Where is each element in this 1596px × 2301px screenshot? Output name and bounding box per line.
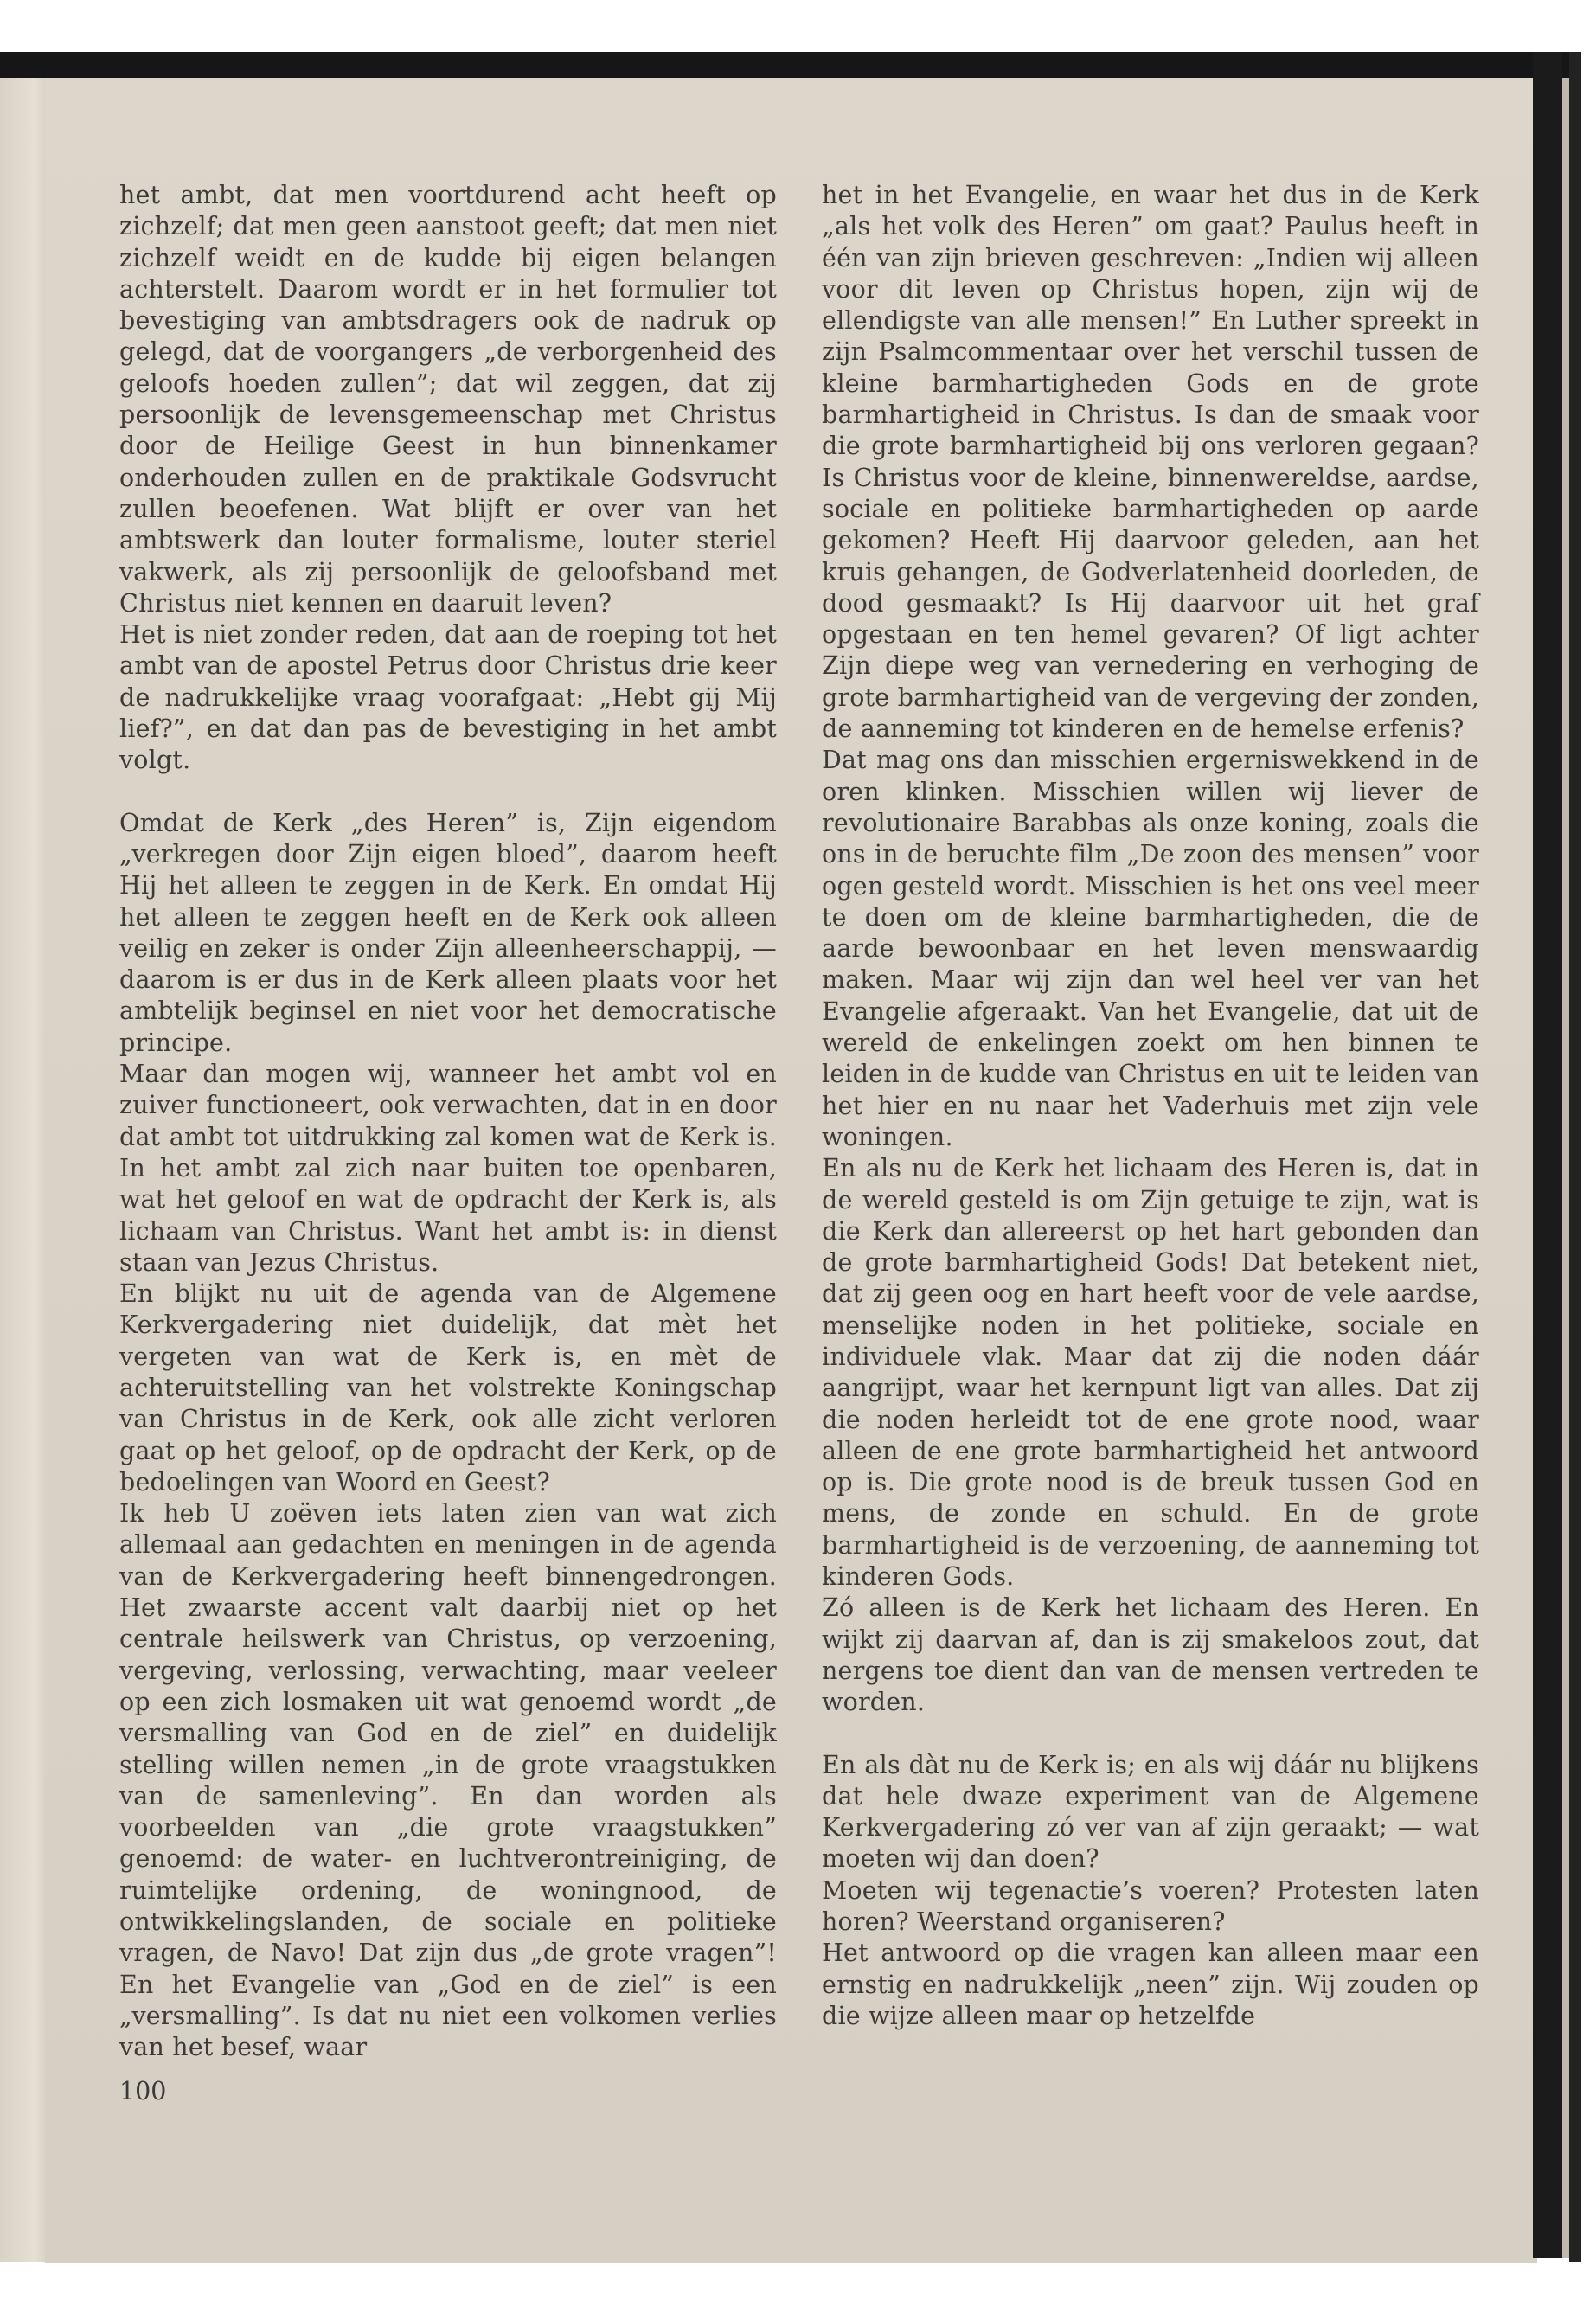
paragraph: Het antwoord op die vragen kan alleen maar een ernstig en nadrukkelijk „neen” zijn. Wij zouden op die wijze alleen maar op hetzelfde	[822, 1939, 1479, 2030]
paragraph: En als dàt nu de Kerk is; en als wij dáár nu blijkens dat hele dwaze experiment van de Algemene Kerkvergadering zó ver van af zijn geraakt; — wat moeten wij dan doen?	[822, 1750, 1479, 1874]
page-number: 100	[119, 2077, 167, 2106]
right-text-column	[822, 180, 1479, 2032]
paragraph: Het is niet zonder reden, dat aan de roeping tot het ambt van de apostel Petrus door Christus drie keer de nadrukkelijke vraag voorafgaat: „Hebt gij Mij lief?”, en dat dan pas de bevestiging in het ambt volgt.	[119, 620, 777, 775]
left-text-column	[119, 180, 777, 2064]
paragraph: Ik heb U zoëven iets laten zien van wat zich allemaal aan gedachten en meningen in de agenda van de Kerkvergadering heeft binnengedrongen. Het zwaarste accent valt daarbij niet op het centrale heilswerk van Christus, op verzoening, vergeving, verlossing, verwachting, maar veeleer op een zich losmaken uit wat genoemd wordt „de versmalling van God en de ziel” en duidelijk stelling willen nemen „in de grote vraagstukken van de samenleving”. En dan worden als voorbeelden van „die grote vraagstukken” genoemd: de water- en luchtverontreiniging, de ruimtelijke ordening, de woningnood, de ontwikkelingslanden, de sociale en politieke vragen, de Navo! Dat zijn dus „de grote vragen”! En het Evangelie van „God en de ziel” is een „versmalling”. Is dat nu niet een volkomen verlies van het besef, waar	[119, 1499, 777, 2062]
paragraph: Zó alleen is de Kerk het lichaam des Heren. En wijkt zij daarvan af, dan is zij smakeloos zout, dat nergens toe dient dan van de mensen vertreden te worden.	[822, 1593, 1479, 1717]
paragraph: Moeten wij tegenactie’s voeren? Protesten laten horen? Weerstand organiseren?	[822, 1875, 1479, 1937]
paragraph: Omdat de Kerk „des Heren” is, Zijn eigendom „verkregen door Zijn eigen bloed”, daarom heeft Hij het alleen te zeggen in de Kerk. En omdat Hij het alleen te zeggen heeft en de Kerk ook alleen veilig en zeker is onder Zijn alleenheerschappij, — daarom is er dus in de Kerk alleen plaats voor het ambtelijk beginsel en niet voor het democratische principe.	[119, 808, 777, 1057]
paragraph: En als nu de Kerk het lichaam des Heren is, dat in de wereld gesteld is om Zijn getuige te zijn, wat is die Kerk dan allereerst op het hart gebonden dan de grote barmhartigheid Gods! Dat betekent niet, dat zij geen oog en hart heeft voor de vele aardse, menselijke noden in het politieke, sociale en individuele vlak. Maar dat zij die noden dáár aangrijpt, waar het kernpunt ligt van alles. Dat zij die noden herleidt tot de ene grote nood, waar alleen de ene grote barmhartigheid het antwoord op is. Die grote nood is de breuk tussen God en mens, de zonde en schuld. En de grote barmhartigheid is de verzoening, de aanneming tot kinderen Gods.	[822, 1154, 1479, 1592]
scan-top-border	[0, 52, 1579, 78]
paragraph: En blijkt nu uit de agenda van de Algemene Kerkvergadering niet duidelijk, dat mèt het vergeten van wat de Kerk is, en mèt de achteruitstelling van het volstrekte Koningschap van Christus in de Kerk, ook alle zicht verloren gaat op het geloof, op de opdracht der Kerk, op de bedoelingen van Woord en Geest?	[119, 1279, 777, 1497]
paragraph: het ambt, dat men voortdurend acht heeft op zichzelf; dat men geen aanstoot geeft; dat men niet zichzelf weidt en de kudde bij eigen belangen achterstelt. Daarom wordt er in het formulier tot bevestiging van ambtsdragers ook de nadruk op gelegd, dat de voorgangers „de verborgenheid des geloofs hoeden zullen”; dat wil zeggen, dat zij persoonlijk de levensgemeenschap met Christus door de Heilige Geest in hun binnenkamer onderhouden zullen en de praktikale Godsvrucht zullen beoefenen. Wat blijft er over van het ambtswerk dan louter formalisme, louter steriel vakwerk, als zij persoonlijk de geloofsband met Christus niet kennen en daaruit leven?	[119, 181, 777, 618]
book-spine-highlight	[1562, 78, 1569, 2258]
scan-left-margin	[0, 52, 45, 2262]
book-spine-edge	[1569, 52, 1581, 2262]
paragraph: het in het Evangelie, en waar het dus in de Kerk „als het volk des Heren” om gaat? Paulus heeft in één van zijn brieven geschreven: „Indien wij alleen voor dit leven op Christus hopen, zijn wij de ellendigste van alle mensen!” En Luther spreekt in zijn Psalmcommentaar over het verschil tussen de kleine barmhartigheden Gods en de grote barmhartigheid in Christus. Is dan de smaak voor die grote barmhartigheid bij ons verloren gegaan? Is Christus voor de kleine, binnenwereldse, aardse, sociale en politieke barmhartigheden op aarde gekomen? Heeft Hij daarvoor geleden, aan het kruis gehangen, de Godverlatenheid doorleden, de dood gesmaakt? Is Hij daarvoor uit het graf opgestaan en ten hemel gevaren? Of ligt achter Zijn diepe weg van vernedering en verhoging de grote barmhartigheid van de vergeving der zonden, de aanneming tot kinderen en de hemelse erfenis?	[822, 181, 1479, 744]
paragraph: Maar dan mogen wij, wanneer het ambt vol en zuiver functioneert, ook verwachten, dat in en door dat ambt tot uitdrukking zal komen wat de Kerk is. In het ambt zal zich naar buiten toe openbaren, wat het geloof en wat de opdracht der Kerk is, als lichaam van Christus. Want het ambt is: in dienst staan van Jezus Christus.	[119, 1060, 777, 1277]
book-spine	[1533, 52, 1562, 2258]
paragraph: Dat mag ons dan misschien ergerniswekkend in de oren klinken. Misschien willen wij liever de revolutionaire Barabbas als onze koning, zoals die ons in de beruchte film „De zoon des mensen” voor ogen gesteld wordt. Misschien is het ons veel meer te doen om de kleine barmhartigheden, die de aarde bewoonbaar en het leven menswaardig maken. Maar wij zijn dan wel heel ver van het Evangelie afgeraakt. Van het Evangelie, dat uit de wereld de enkelingen zoekt om hen binnen te leiden in de kudde van Christus en uit te leiden van het hier en nu naar het Vaderhuis met zijn vele woningen.	[822, 746, 1479, 1151]
